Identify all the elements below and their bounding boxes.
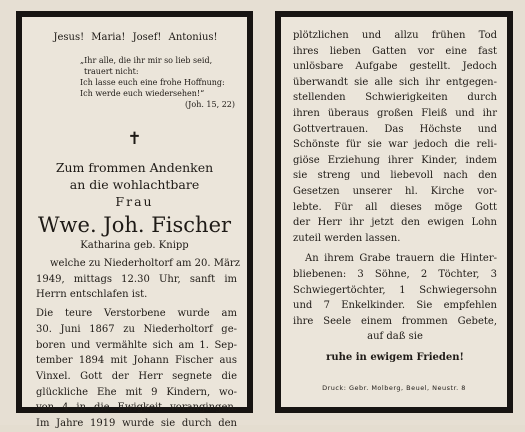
text-line: ihres lieben Gatten vor eine fast — [293, 45, 497, 57]
memorial-heading-line: Zum frommen Andenken — [55, 160, 214, 175]
text-line: plötzlichen und allzu frühen Tod — [293, 30, 497, 41]
quote-line: Ich lasse euch eine frohe Hoffnung: — [80, 78, 225, 87]
closing-blessing: ruhe in ewigem Frieden! — [326, 351, 464, 363]
cross-icon: ✝ — [127, 129, 142, 149]
quote-line: Ich werde euch wiedersehen!“ — [80, 89, 205, 98]
biography-text — [36, 256, 240, 432]
bio-line: welche zu Niederholtorf am 20. März — [50, 258, 240, 269]
bio-line: glückliche Ehe mit 9 Kindern, wo- — [36, 386, 237, 398]
text-line: Schwiegertöchter, 1 Schwiegersohn — [293, 284, 497, 296]
scripture-quote — [80, 55, 239, 110]
quote-line: „Ihr alle, die ihr mir so lieb seid, — [80, 56, 213, 65]
closing-line: auf daß sie — [367, 331, 423, 343]
bio-line: Vinxel. Gott der Herr segnete die — [36, 370, 237, 382]
text-line: Gottvertrauen. Das Höchste und — [293, 123, 497, 135]
bio-line: Die teure Verstorbene wurde am — [36, 308, 237, 320]
text-line: An ihrem Grabe trauern die Hinter- — [305, 253, 497, 265]
text-line: bliebenen: 3 Söhne, 2 Töchter, 3 — [293, 268, 497, 280]
memorial-heading-line: an die wohlachtbare — [69, 177, 200, 192]
deceased-name: Wwe. Joh. Fischer — [37, 213, 232, 237]
text-line: überwandt sie alle sich ihr entgegen- — [293, 76, 497, 88]
printer-imprint: Druck: Gebr. Molberg, Beuel, Neustr. 8 — [322, 384, 466, 392]
quote-line: trauert nicht: — [84, 67, 139, 76]
continuation-text — [293, 28, 497, 365]
left-panel — [16, 11, 253, 430]
text-line: ihren überaus großen Fleiß und ihr — [293, 107, 497, 119]
memorial-heading — [22, 159, 247, 210]
bio-line: boren und vermählte sich am 1. Sep- — [36, 339, 237, 351]
bio-line: von 4 in die Ewigkeit vorangingen. — [36, 402, 237, 414]
memorial-heading-line: Frau — [115, 194, 154, 209]
text-line: stellenden Schwierigkeiten durch — [293, 92, 497, 104]
maiden-name: Katharina geb. Knipp — [80, 240, 189, 251]
bio-line: tember 1894 mit Johann Fischer aus — [36, 355, 237, 367]
bio-line: Herrn entschlafen ist. — [36, 289, 148, 301]
saints-invocation: Jesus! Maria! Josef! Antonius! — [53, 32, 218, 43]
text-line: unlösbare Aufgabe gestellt. Jedoch — [293, 61, 497, 73]
text-line: lebte. Für all dieses möge Gott — [293, 201, 497, 213]
bio-line: 1949, mittags 12.30 Uhr, sanft im — [36, 273, 237, 285]
quote-reference: (Joh. 15, 22) — [185, 100, 235, 109]
text-line: giöse Erziehung ihrer Kinder, indem — [293, 154, 497, 166]
text-line: der Herr ihr jetzt den ewigen Lohn — [293, 217, 497, 229]
right-panel — [275, 11, 513, 413]
text-line: sie streng und liebevoll nach den — [293, 170, 497, 182]
text-line: ihre Seele einem frommen Gebete, — [293, 315, 497, 327]
text-line: und 7 Enkelkinder. Sie empfehlen — [293, 300, 497, 312]
text-line: Gesetzen unserer hl. Kirche vor- — [293, 185, 497, 197]
text-line: Schönste für sie war jedoch die reli- — [293, 139, 497, 151]
bio-line: 30. Juni 1867 zu Niederholtorf ge- — [36, 323, 237, 335]
text-line: zuteil werden lassen. — [293, 232, 401, 244]
bio-line: Im Jahre 1919 wurde sie durch den — [36, 418, 237, 430]
